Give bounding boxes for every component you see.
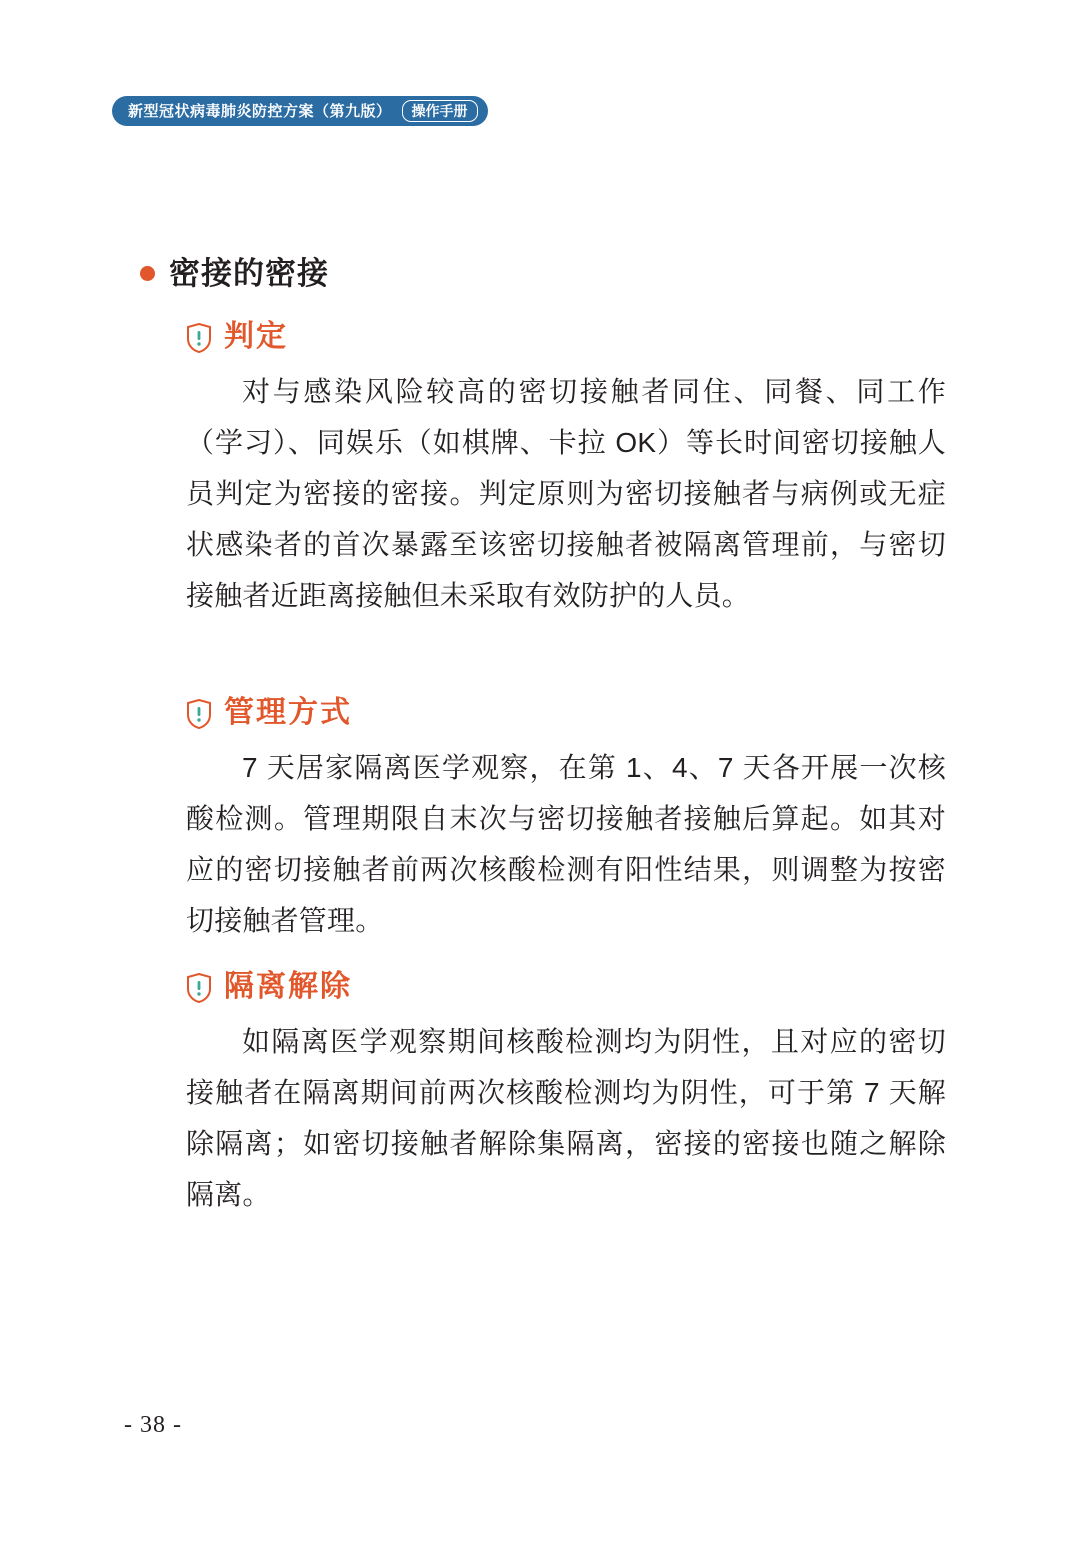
section-heading (140, 258, 329, 289)
section-heading-text: 密接的密接 (169, 256, 329, 291)
header-title: 新型冠状病毒肺炎防控方案（第九版） (128, 102, 392, 120)
subsection-release (186, 972, 946, 1220)
shield-exclamation-icon (186, 323, 212, 353)
subsection-heading-text: 隔离解除 (224, 970, 352, 1003)
subsection-heading (186, 972, 946, 1002)
subsection-determination (186, 322, 946, 621)
subsection-heading (186, 322, 946, 352)
subsection-heading (186, 698, 946, 728)
header-pill (112, 96, 488, 126)
bullet-dot-icon (140, 266, 155, 281)
subsection-heading-text: 判定 (224, 320, 288, 353)
subsection-management (186, 698, 946, 946)
document-header (112, 96, 488, 126)
header-subtitle-badge: 操作手册 (402, 100, 478, 122)
page-number: - 38 - (124, 1412, 182, 1438)
shield-exclamation-icon (186, 699, 212, 729)
subsection-body-text: 如隔离医学观察期间核酸检测均为阴性，且对应的密切接触者在隔离期间前两次核酸检测均为阴性，可于第 7 天解除隔离；如密切接触者解除集隔离，密接的密接也随之解除隔离。 (186, 1026, 946, 1210)
subsection-body-text: 对与感染风险较高的密切接触者同住、同餐、同工作（学习）、同娱乐（如棋牌、卡拉 OK）等长时间密切接触人员判定为密接的密接。判定原则为密切接触者与病例或无症状感染者的首次暴露至该密切接触者被隔离管理前，与密切接触者近距离接触但未采取有效防护的人员。 (186, 376, 946, 611)
subsection-body-text: 7 天居家隔离医学观察，在第 1、4、7 天各开展一次核酸检测。管理期限自末次与密切接触者接触后算起。如其对应的密切接触者前两次核酸检测有阳性结果，则调整为按密切接触者管理。 (186, 752, 946, 936)
shield-exclamation-icon (186, 973, 212, 1003)
subsection-heading-text: 管理方式 (224, 696, 352, 729)
